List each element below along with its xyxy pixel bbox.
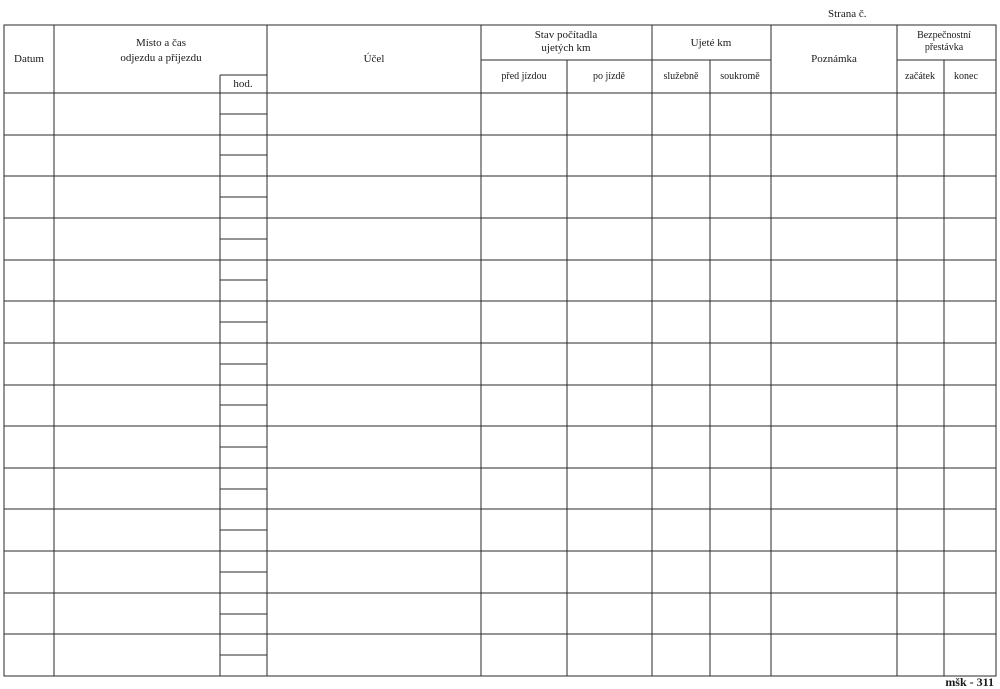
header-po-jizde: po jízdě (593, 71, 625, 82)
header-ucel: Účel (363, 53, 385, 65)
form-grid-lines (4, 25, 996, 676)
header-misto-line1: Místo a čas (135, 37, 187, 49)
header-bezpecnostni-line2: přestávka (924, 42, 964, 53)
header-sluzebne: služebně (663, 71, 699, 82)
header-hod: hod. (233, 78, 253, 90)
header-misto-line2: odjezdu a příjezdu (120, 52, 202, 64)
header-pred-jizdou: před jízdou (501, 71, 547, 82)
header-zacatek: začátek (905, 71, 935, 82)
table-frame (4, 25, 996, 676)
header-poznamka: Poznámka (811, 53, 857, 65)
header-soukrome: soukromě (720, 71, 760, 82)
header-ujete-km: Ujeté km (690, 37, 732, 49)
header-konec: konec (954, 71, 978, 82)
header-datum: Datum (14, 53, 44, 65)
header-stav-line2: ujetých km (541, 42, 591, 54)
header-bezpecnostni-line1: Bezpečnostní (917, 30, 971, 41)
header-stav-line1: Stav počítadla (534, 29, 598, 41)
page-number-label: Strana č. (828, 8, 867, 20)
form-code: mšk - 311 (945, 675, 994, 689)
